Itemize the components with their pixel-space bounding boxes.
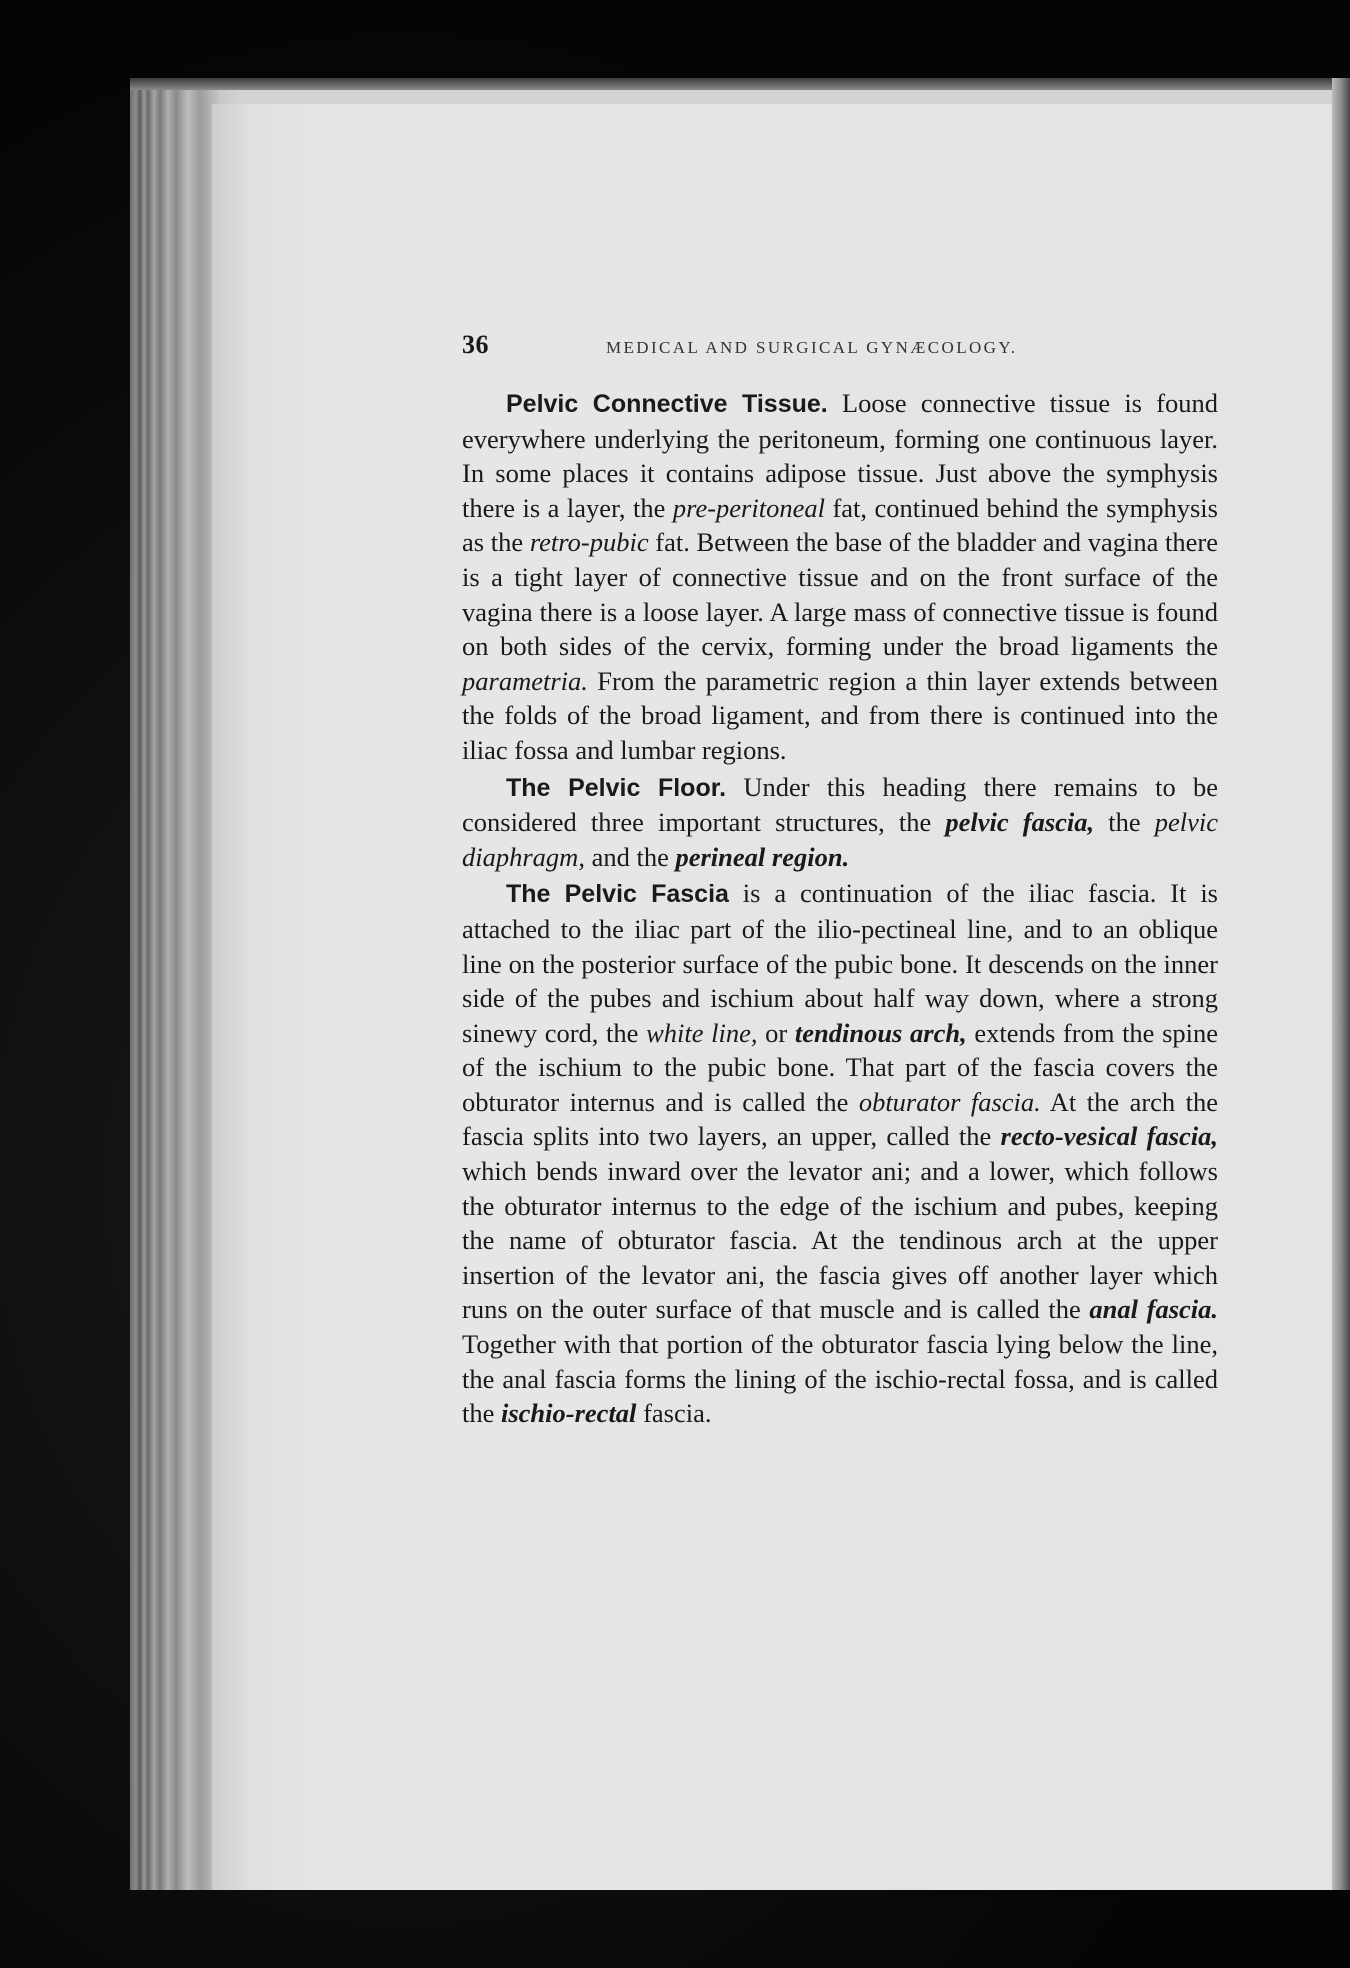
page-text-block <box>462 330 1218 1431</box>
body-text: extends from the spine of the ischium to the pubic bone. That part of the fascia covers the obturator internus and is called the <box>462 1017 1219 1117</box>
body-text: Under this heading there remains to be considered three important structures, the <box>462 771 1219 838</box>
running-title: MEDICAL AND SURGICAL GYNÆCOLOGY. <box>606 338 1018 357</box>
page-number: 36 <box>462 330 489 359</box>
italic-term: pelvic fascia, <box>945 807 1095 838</box>
italic-term: pelvic diaphragm, <box>462 807 1219 872</box>
section-heading: The Pelvic Floor. <box>506 773 727 802</box>
italic-term: retro-pubic <box>529 527 649 558</box>
italic-term: perineal region. <box>675 841 850 872</box>
paragraph-pelvic-fascia <box>462 876 1218 1431</box>
body-text: Loose connective tissue is found everywhere underlying the peritoneum, forming one continuous layer. In some places it contains adipose tissue. Just above the symphysis there is a layer, the <box>462 388 1218 523</box>
body-text: or <box>757 1017 795 1048</box>
italic-term: anal fascia. <box>1089 1294 1219 1325</box>
paragraph-pelvic-connective-tissue <box>462 386 1218 768</box>
book-spine-edge <box>1332 78 1350 1890</box>
body-text: which bends inward over the levator ani; and a lower, which follows the obturator internus to the edge of the ischium and pubes, keeping the name of obturator fascia. At the tendinous arch at the upper insertion of the levator ani, the fascia gives off another layer which runs on the outer surface of that muscle and is called the <box>462 1156 1218 1325</box>
italic-term: pre-peritoneal <box>672 492 825 523</box>
page-header <box>462 330 1218 370</box>
body-text: fat, continued behind the symphysis as the <box>462 492 1218 558</box>
section-heading: The Pelvic Fascia <box>506 880 729 909</box>
body-text: is a continuation of the iliac fascia. It is attached to the iliac part of the ilio-pectineal line, and to an oblique line on the posterior surface of the pubic bone. It descends on the inner side of the pubes and ischium about half way down, where a strong sinewy cord, the <box>462 878 1218 1048</box>
italic-term: recto-vesical fascia, <box>1000 1121 1218 1152</box>
italic-term: tendinous arch, <box>794 1017 967 1048</box>
body-text: fascia. <box>636 1398 712 1429</box>
italic-term: ischio-rectal <box>501 1398 637 1429</box>
body-text: From the parametric region a thin layer extends between the folds of the broad ligament, and from there is continued into the iliac fossa and lumbar regions. <box>462 665 1218 765</box>
section-heading: Pelvic Connective Tissue. <box>506 390 828 418</box>
body-text: the <box>1094 807 1155 838</box>
italic-term: white line, <box>646 1017 758 1048</box>
italic-term: parametria. <box>462 665 588 696</box>
body-text: fat. Between the base of the bladder and vagina there is a tight layer of connective tissue and on the front surface of the vagina there is a loose layer. A large mass of connective tissue is found on both sides of the cervix, forming under the broad ligaments the <box>462 527 1218 662</box>
paragraph-pelvic-floor <box>462 770 1218 875</box>
italic-term: obturator fascia. <box>858 1086 1041 1117</box>
body-text: and the <box>584 841 676 872</box>
body-text: Together with that portion of the obturator fascia lying below the line, the anal fascia forms the lining of the ischio-rectal fossa, and is called the <box>462 1329 1218 1429</box>
body-text: At the arch the fascia splits into two layers, an upper, called the <box>462 1086 1218 1152</box>
